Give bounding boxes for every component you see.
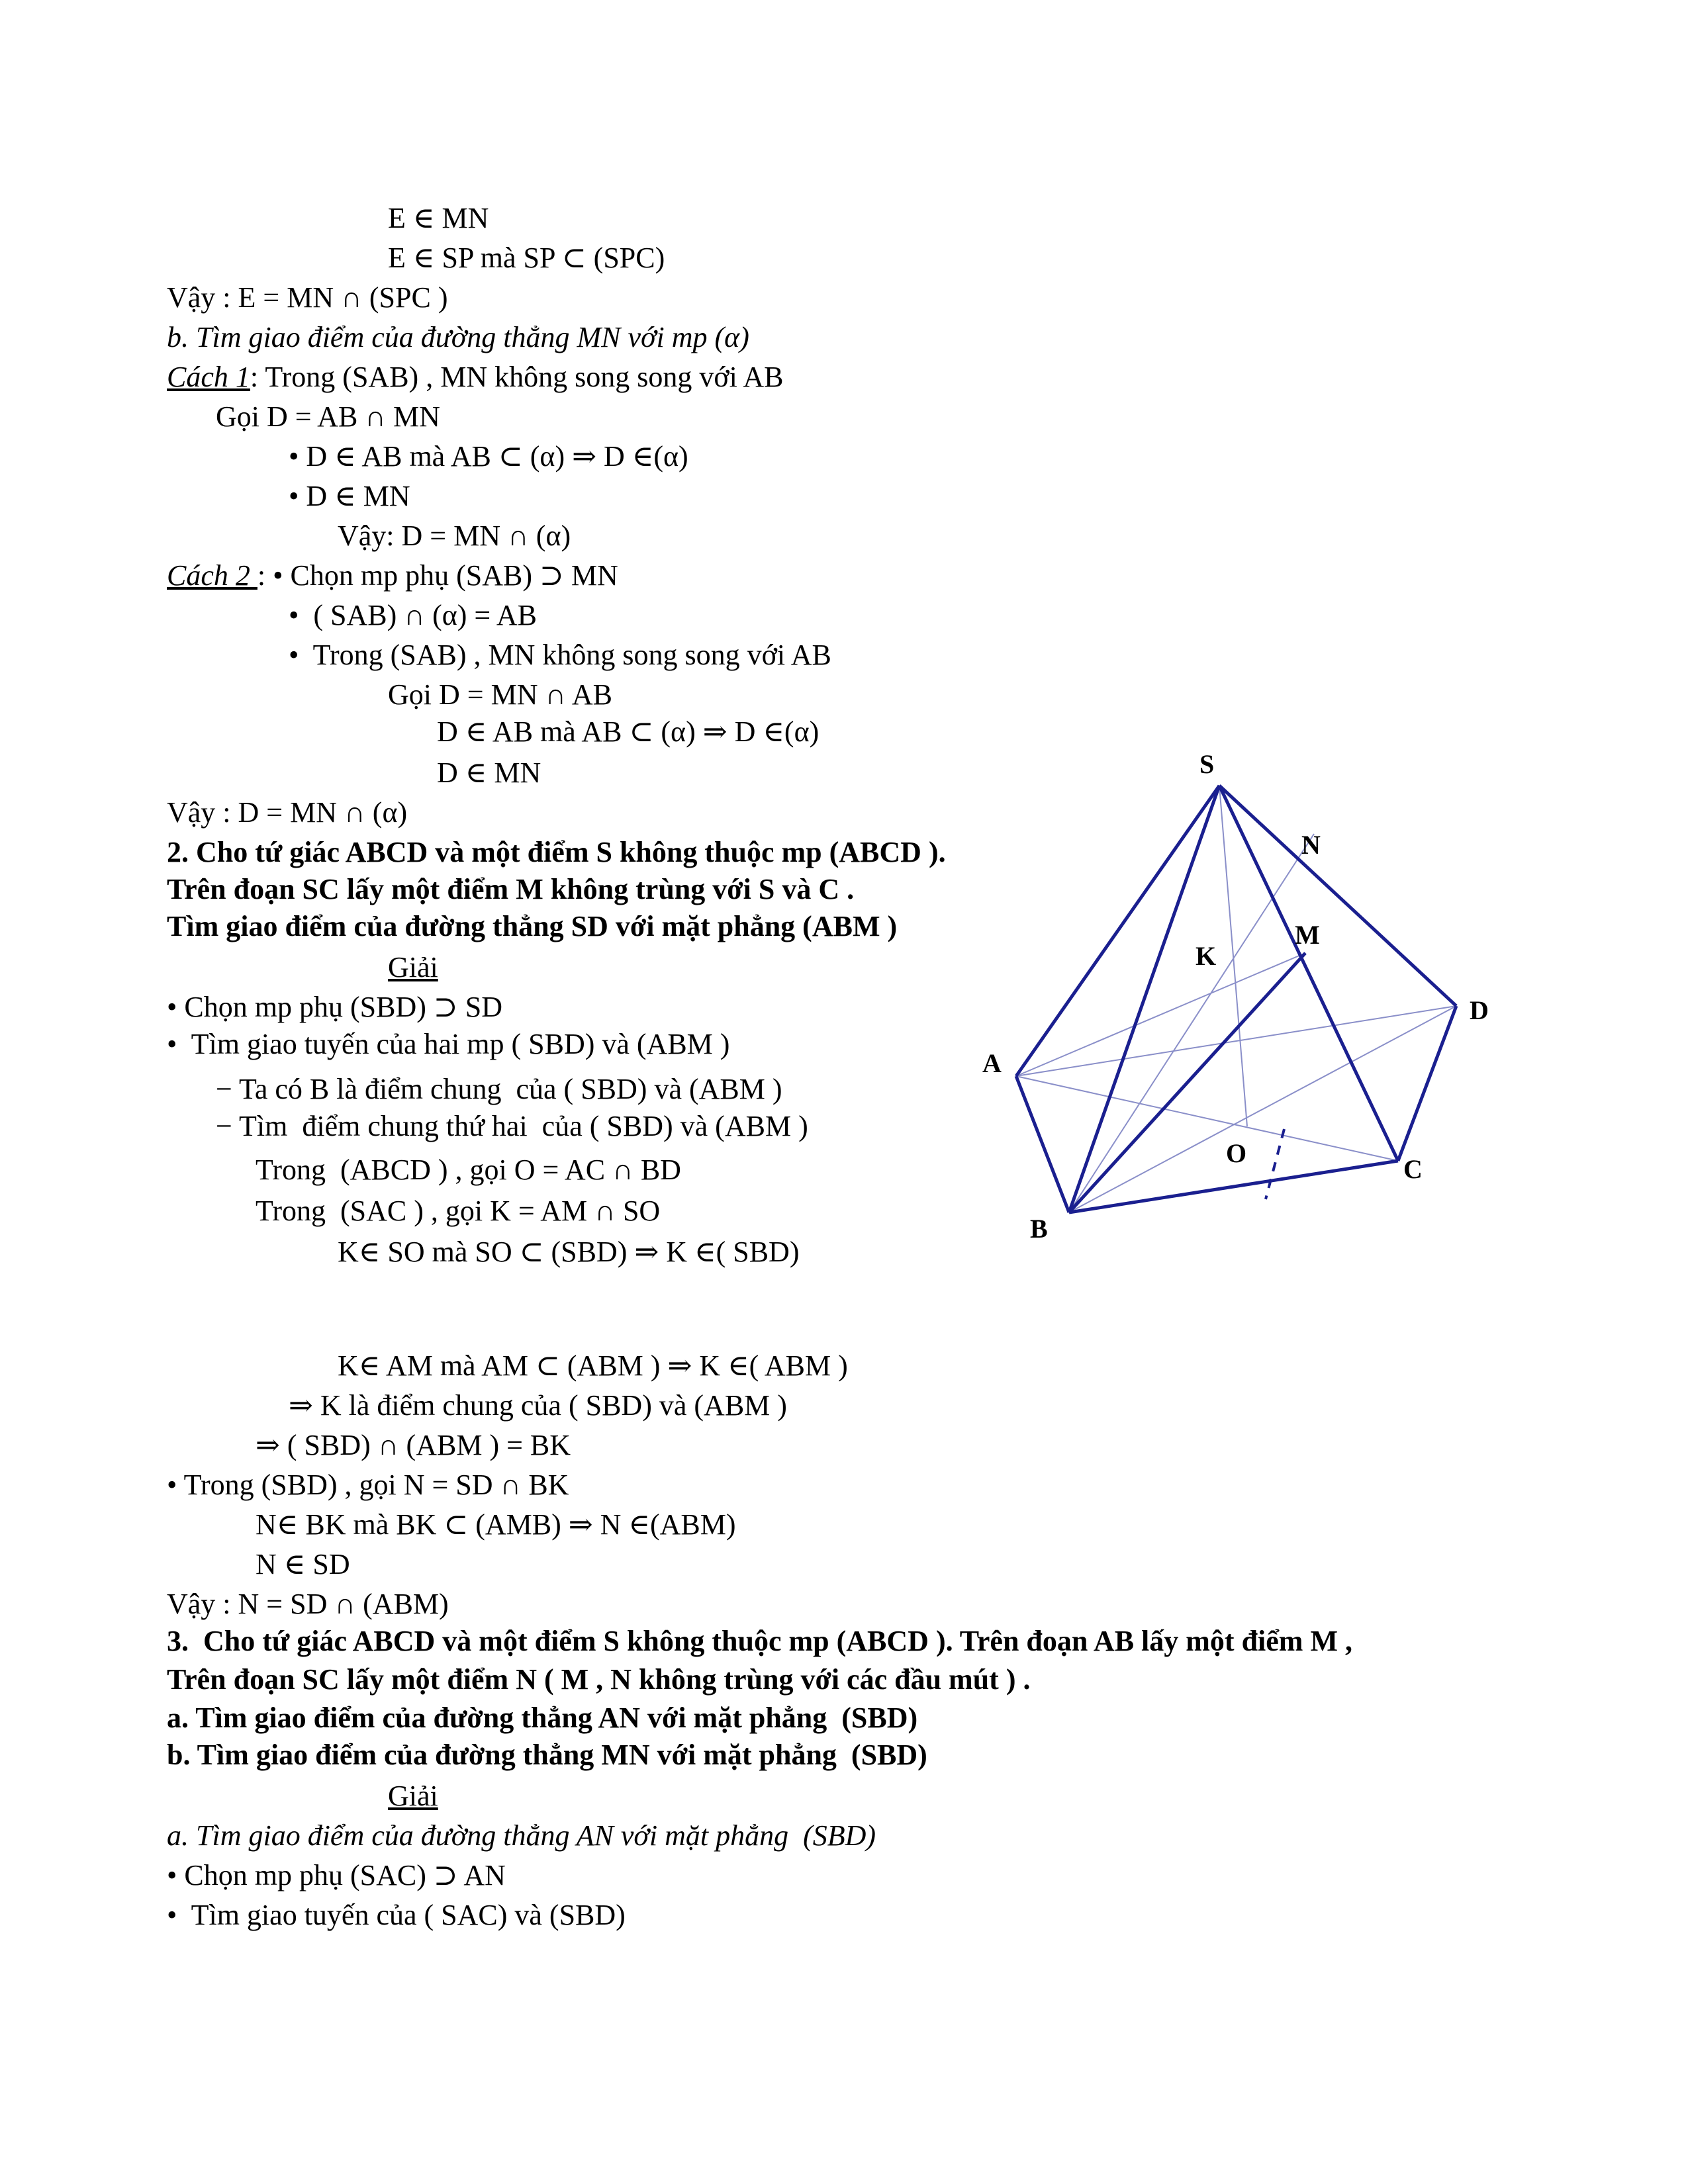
label-N: N <box>1301 830 1321 860</box>
text-line: Vậy : E = MN ∩ (SPC ) <box>167 281 448 314</box>
problem-statement: 2. Cho tứ giác ABCD và một điểm S không thuộc mp (ABCD ). <box>167 836 946 868</box>
text-line: N ∈ SD <box>256 1548 350 1580</box>
section-heading: a. Tìm giao điểm của đường thẳng AN với mặt phẳng (SBD) <box>167 1819 876 1852</box>
text-line: • D ∈ AB mà AB ⊂ (α) ⇒ D ∈(α) <box>289 440 688 473</box>
edge-CD <box>1398 1006 1456 1161</box>
text-line: • Trong (SAB) , MN không song song với AB <box>289 639 831 671</box>
label-A: A <box>982 1048 1002 1078</box>
text-line: Gọi D = MN ∩ AB <box>388 678 612 711</box>
label-M: M <box>1295 920 1320 950</box>
label-O: O <box>1226 1138 1247 1168</box>
label-K: K <box>1196 941 1217 971</box>
segment-BM <box>1069 953 1305 1212</box>
text-line: K∈ AM mà AM ⊂ (ABM ) ⇒ K ∈( ABM ) <box>338 1349 848 1382</box>
problem-statement: Trên đoạn SC lấy một điểm N ( M , N không trùng với các đầu mút ) . <box>167 1663 1031 1696</box>
text-line <box>167 357 784 397</box>
solution-heading: Giải <box>388 1780 438 1812</box>
text-line: • Trong (SBD) , gọi N = SD ∩ BK <box>167 1469 569 1501</box>
edge-AB <box>1016 1076 1069 1212</box>
problem-statement: 3. Cho tứ giác ABCD và một điểm S không thuộc mp (ABCD ). Trên đoạn AB lấy một điểm M , <box>167 1625 1352 1657</box>
label-C: C <box>1403 1154 1423 1184</box>
dashed-marker <box>1266 1129 1284 1199</box>
hidden-line-AC <box>1016 1076 1398 1161</box>
text-fragment: : Trong (SAB) , MN không song song với AB <box>250 361 784 393</box>
text-fragment: : • Chọn mp phụ (SAB) ⊃ MN <box>257 559 618 592</box>
text-line: ⇒ K là điểm chung của ( SBD) và (ABM ) <box>289 1389 787 1422</box>
problem-statement: b. Tìm giao điểm của đường thẳng MN với mặt phẳng (SBD) <box>167 1739 927 1771</box>
problem-statement: Tìm giao điểm của đường thẳng SD với mặt phẳng (ABM ) <box>167 910 898 942</box>
text-line: Vậy: D = MN ∩ (α) <box>338 520 571 552</box>
text-line: D ∈ MN <box>437 756 541 789</box>
text-line: • Tìm giao tuyến của ( SAC) và (SBD) <box>167 1899 626 1931</box>
problem-statement: Trên đoạn SC lấy một điểm M không trùng với S và C . <box>167 873 855 905</box>
text-line <box>167 556 618 596</box>
text-line: − Ta có B là điểm chung của ( SBD) và (ABM ) <box>216 1073 782 1105</box>
label-B: B <box>1030 1214 1048 1244</box>
text-line: Vậy : D = MN ∩ (α) <box>167 796 408 829</box>
text-line: N∈ BK mà BK ⊂ (AMB) ⇒ N ∈(ABM) <box>256 1508 736 1541</box>
text-line: • Tìm giao tuyến của hai mp ( SBD) và (ABM ) <box>167 1028 730 1060</box>
text-line: K∈ SO mà SO ⊂ (SBD) ⇒ K ∈( SBD) <box>338 1236 800 1268</box>
pyramid-figure <box>953 728 1496 1244</box>
label-D: D <box>1470 995 1489 1025</box>
edge-SD <box>1219 786 1456 1006</box>
text-line: • D ∈ MN <box>289 480 410 512</box>
text-line: • Chọn mp phụ (SAC) ⊃ AN <box>167 1859 506 1891</box>
text-line: Gọi D = AB ∩ MN <box>216 400 440 433</box>
method-label: Cách 2 <box>167 559 258 592</box>
text-line: Vậy : N = SD ∩ (ABM) <box>167 1588 449 1620</box>
label-S: S <box>1199 749 1215 779</box>
text-line: • ( SAB) ∩ (α) = AB <box>289 599 537 631</box>
text-line: ⇒ ( SBD) ∩ (ABM ) = BK <box>256 1429 571 1461</box>
text-line: Trong (ABCD ) , gọi O = AC ∩ BD <box>256 1154 681 1186</box>
hidden-line-BN <box>1069 834 1314 1212</box>
text-line: E ∈ SP mà SP ⊂ (SPC) <box>388 242 665 274</box>
text-line: E ∈ MN <box>388 202 489 234</box>
text-line: Trong (SAC ) , gọi K = AM ∩ SO <box>256 1195 661 1227</box>
text-line: − Tìm điểm chung thứ hai của ( SBD) và (ABM ) <box>216 1110 808 1142</box>
text-line: D ∈ AB mà AB ⊂ (α) ⇒ D ∈(α) <box>437 715 820 748</box>
method-label: Cách 1 <box>167 361 250 393</box>
section-heading: b. Tìm giao điểm của đường thẳng MN với mp (α) <box>167 321 749 353</box>
solution-heading: Giải <box>388 951 438 983</box>
problem-statement: a. Tìm giao điểm của đường thẳng AN với mặt phẳng (SBD) <box>167 1702 918 1734</box>
text-line: • Chọn mp phụ (SBD) ⊃ SD <box>167 991 502 1023</box>
